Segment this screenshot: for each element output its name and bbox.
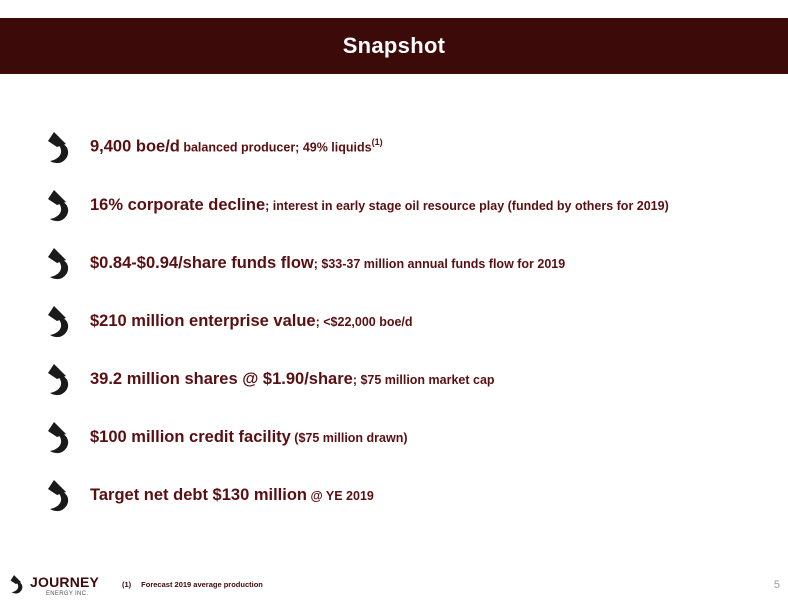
company-logo	[8, 570, 118, 600]
bullet-sub: ($75 million drawn)	[290, 430, 408, 445]
page-title: Snapshot	[342, 33, 446, 58]
bullet-list	[44, 118, 764, 524]
logo-subtitle: ENERGY INC.	[46, 591, 89, 597]
list-item	[44, 234, 764, 292]
bullet-main: $210 million enterprise value	[90, 311, 316, 330]
list-item	[44, 118, 764, 176]
journey-logo-icon	[8, 574, 26, 594]
footnote	[122, 580, 263, 589]
bullet-text	[90, 428, 408, 447]
bullet-text	[90, 370, 495, 389]
list-item	[44, 176, 764, 234]
bullet-text	[90, 486, 374, 505]
bullet-sub: ; <$22,000 boe/d	[315, 314, 413, 329]
journey-logo-icon	[44, 246, 74, 280]
bullet-main: $100 million credit facility	[90, 427, 291, 446]
bullet-sub: @ YE 2019	[307, 488, 374, 503]
bullet-main: $0.84-$0.94/share funds flow	[90, 253, 314, 272]
bullet-main: Target net debt $130 million	[90, 485, 307, 504]
list-item	[44, 466, 764, 524]
journey-logo-icon	[44, 188, 74, 222]
footnote-text: Forecast 2019 average production	[141, 580, 263, 589]
bullet-text	[90, 196, 669, 215]
list-item	[44, 350, 764, 408]
bullet-sub: ; interest in early stage oil resource play (funded by others for 2019)	[265, 198, 669, 213]
bullet-text	[90, 137, 383, 156]
bullet-sub: balanced producer; 49% liquids	[179, 140, 372, 155]
bullet-main: 9,400 boe/d	[90, 137, 180, 156]
footnote-ref: (1)	[371, 137, 383, 148]
bullet-main: 16% corporate decline	[90, 195, 266, 214]
journey-logo-icon	[44, 362, 74, 396]
journey-logo-icon	[44, 478, 74, 512]
bullet-sub: ; $75 million market cap	[352, 372, 495, 387]
bullet-text	[90, 254, 565, 273]
page-number: 5	[773, 579, 780, 591]
list-item	[44, 408, 764, 466]
journey-logo-icon	[44, 420, 74, 454]
footnote-number: (1)	[122, 580, 132, 589]
journey-logo-icon	[44, 304, 74, 338]
bullet-main: 39.2 million shares @ $1.90/share	[90, 369, 353, 388]
logo-wordmark: JOURNEY	[30, 574, 100, 590]
bullet-sub: ; $33-37 million annual funds flow for 2019	[313, 256, 566, 271]
list-item	[44, 292, 764, 350]
bullet-text	[90, 312, 413, 331]
journey-logo-icon	[44, 130, 74, 164]
title-bar	[0, 18, 788, 74]
